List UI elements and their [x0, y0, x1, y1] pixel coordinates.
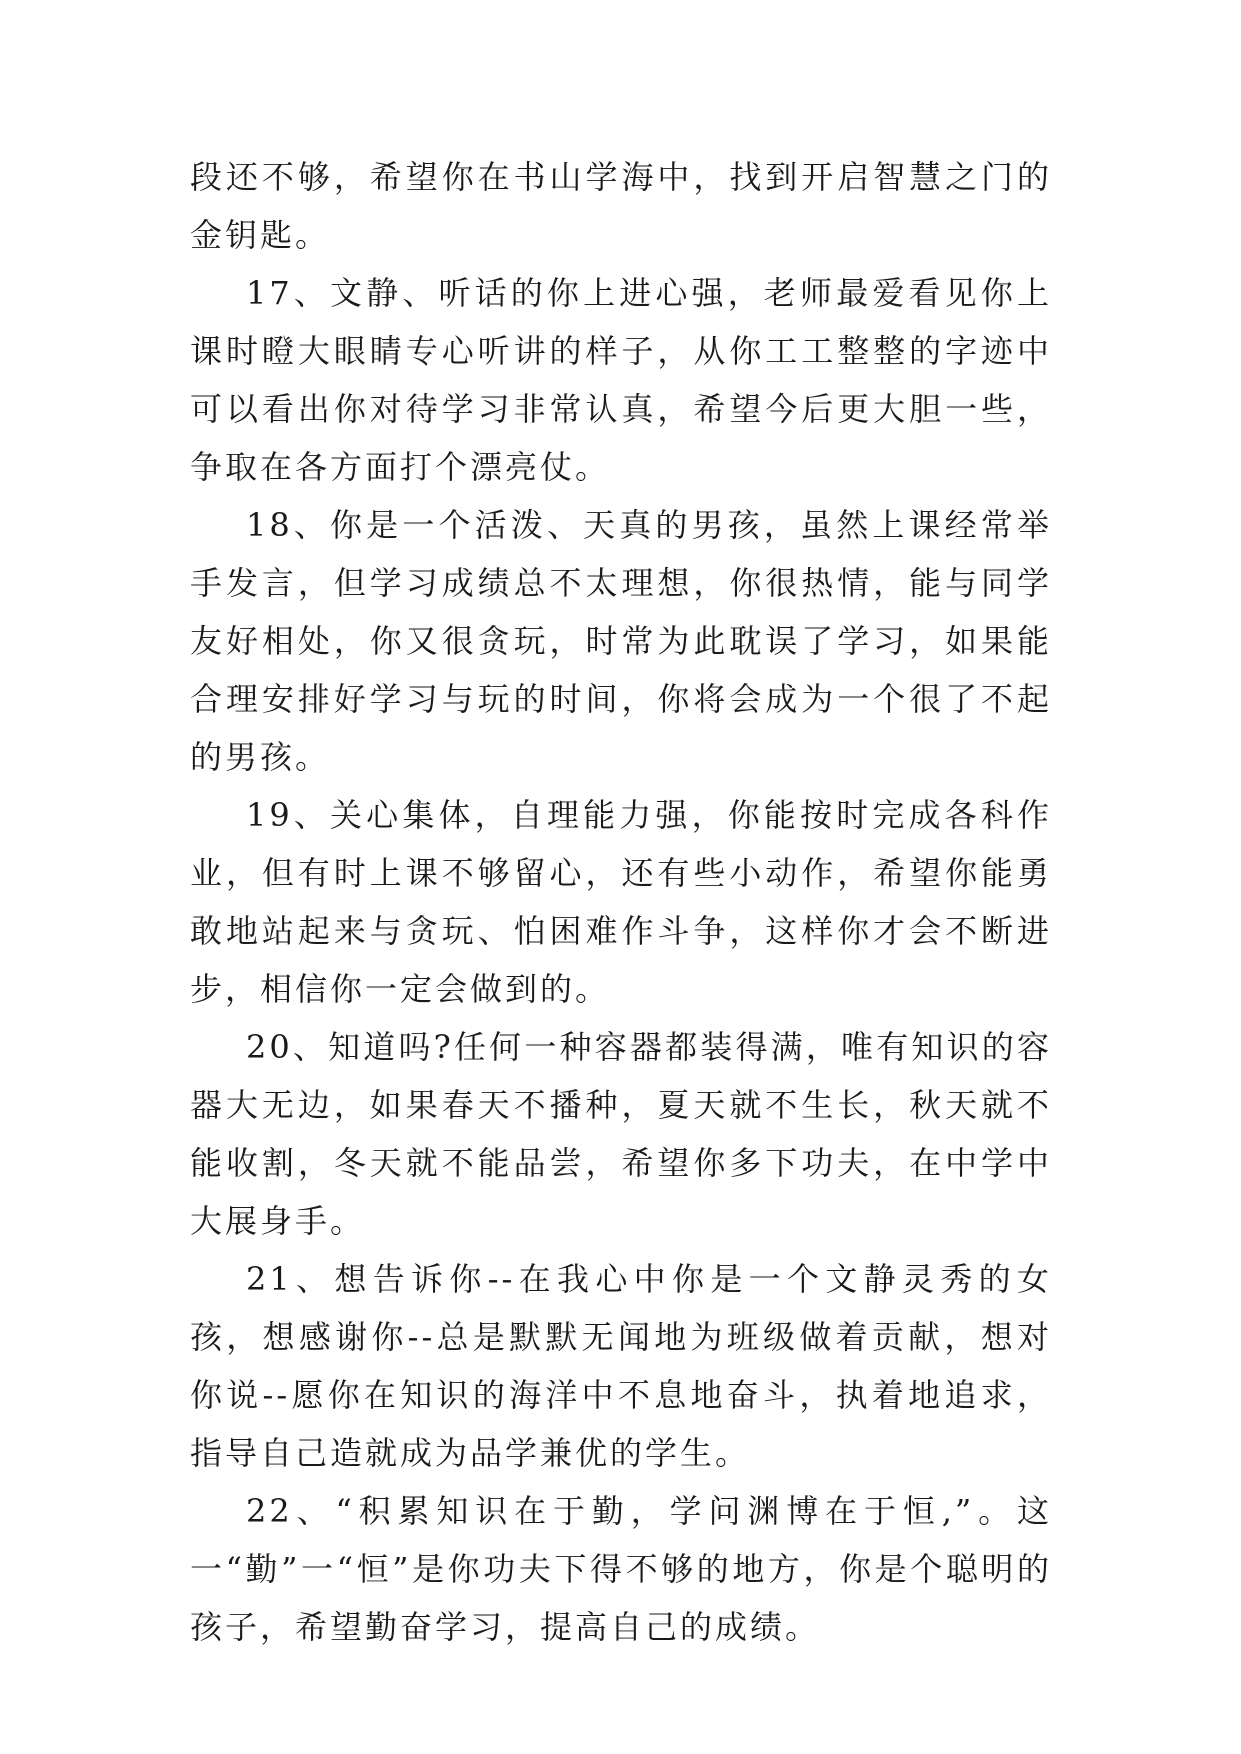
paragraph-17: 17、文静、听话的你上进心强，老师最爱看见你上课时瞪大眼睛专心听讲的样子，从你工工整整的字迹中可以看出你对待学习非常认真，希望今后更大胆一些，争取在各方面打个漂亮仗。: [190, 274, 1052, 486]
paragraph-20: 20、知道吗?任何一种容器都装得满，唯有知识的容器大无边，如果春天不播种，夏天就不生长，秋天就不能收割，冬天就不能品尝，希望你多下功夫，在中学中大展身手。: [190, 1028, 1052, 1240]
paragraph-continuation: 段还不够，希望你在书山学海中，找到开启智慧之门的金钥匙。: [190, 158, 1052, 254]
paragraph-18: 18、你是一个活泼、天真的男孩，虽然上课经常举手发言，但学习成绩总不太理想，你很热情，能与同学友好相处，你又很贪玩，时常为此耽误了学习，如果能合理安排好学习与玩的时间，你将会成为一个很了不起的男孩。: [190, 506, 1052, 776]
paragraph-22: 22、“积累知识在于勤，学问渊博在于恒,”。这一“勤”一“恒”是你功夫下得不够的地方，你是个聪明的孩子，希望勤奋学习，提高自己的成绩。: [190, 1492, 1052, 1646]
paragraph-21: 21、想告诉你--在我心中你是一个文静灵秀的女孩，想感谢你--总是默默无闻地为班级做着贡献，想对你说--愿你在知识的海洋中不息地奋斗，执着地追求，指导自己造就成为品学兼优的学生。: [190, 1260, 1052, 1472]
paragraph-19: 19、关心集体，自理能力强，你能按时完成各科作业，但有时上课不够留心，还有些小动作，希望你能勇敢地站起来与贪玩、怕困难作斗争，这样你才会不断进步，相信你一定会做到的。: [190, 796, 1052, 1008]
document-body: [190, 148, 1052, 1656]
